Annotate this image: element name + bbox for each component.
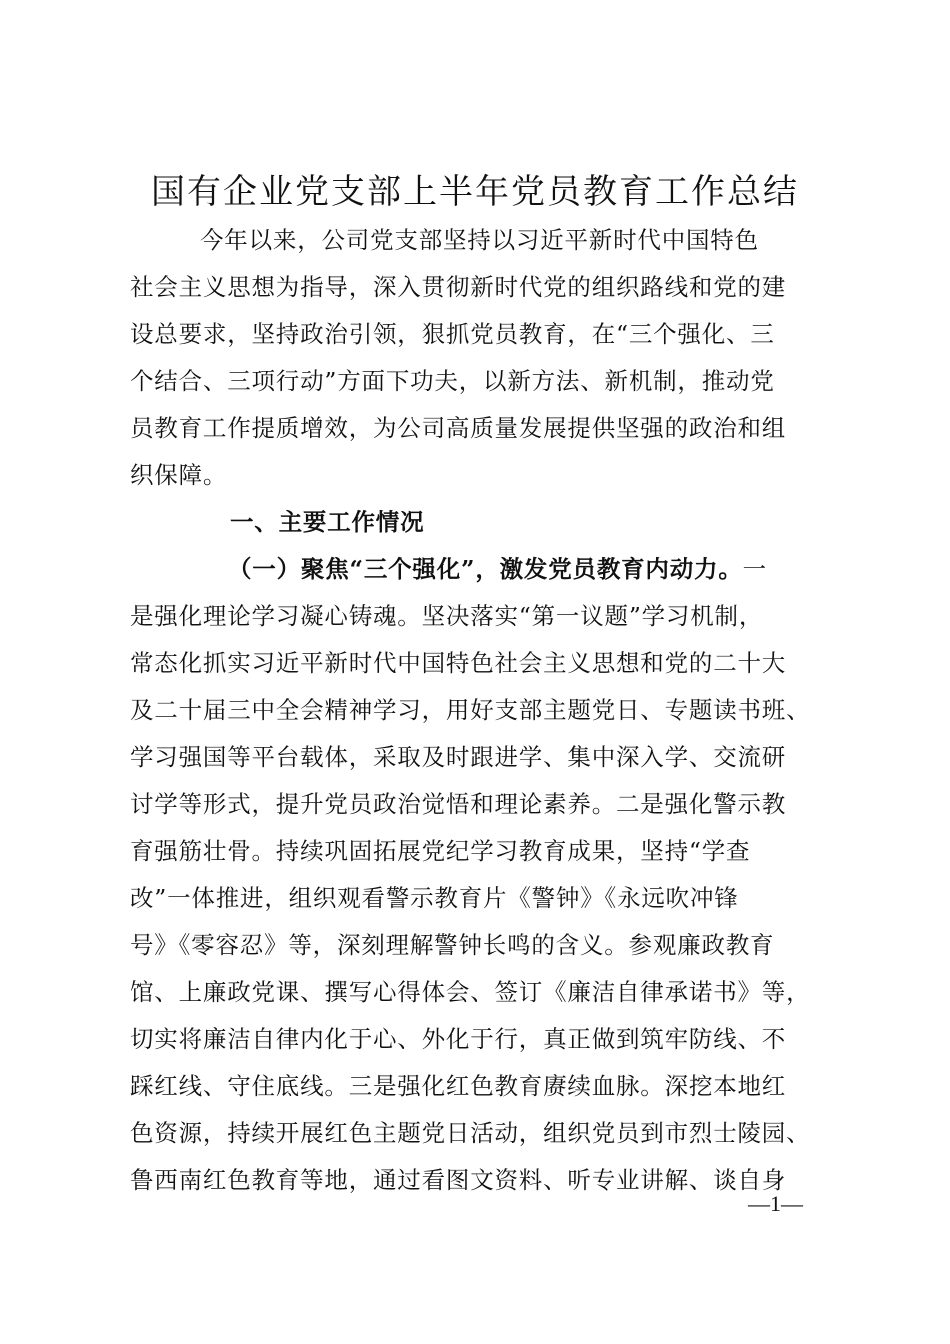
section-heading: 一、主要工作情况 (230, 508, 425, 536)
body-line: 育强筋壮骨。持续巩固拓展党纪学习教育成果，坚持“学查 (130, 837, 751, 865)
document-title: 国有企业党支部上半年党员教育工作总结 (151, 172, 799, 212)
intro-line: 员教育工作提质增效，为公司高质量发展提供坚强的政治和组 (130, 414, 787, 442)
subsection-title: （一）聚焦“三个强化”，激发党员教育内动力。 (228, 555, 743, 583)
body-line: 是强化理论学习凝心铸魂。坚决落实“第一议题”学习机制， (130, 602, 764, 630)
subsection-first-line (228, 550, 838, 588)
body-line: 常态化抓实习近平新时代中国特色社会主义思想和党的二十大 (130, 649, 787, 677)
body-line: 踩红线、守住底线。三是强化红色教育赓续血脉。深挖本地红 (130, 1072, 787, 1100)
body-line: 改”一体推进，组织观看警示教育片《警钟》《永远吹冲锋 (130, 884, 739, 912)
body-line: 切实将廉洁自律内化于心、外化于行，真正做到筑牢防线、不 (130, 1025, 787, 1053)
intro-line: 设总要求，坚持政治引领，狠抓党员教育，在“三个强化、三 (130, 320, 775, 348)
intro-line: 社会主义思想为指导，深入贯彻新时代党的组织路线和党的建 (130, 273, 787, 301)
body-line: 讨学等形式，提升党员政治觉悟和理论素养。二是强化警示教 (130, 790, 787, 818)
intro-line: 织保障。 (130, 461, 228, 489)
intro-line: 今年以来，公司党支部坚持以习近平新时代中国特色 (200, 226, 759, 254)
body-line: 色资源，持续开展红色主题党日活动，组织党员到市烈士陵园、 (130, 1119, 811, 1147)
body-line: 号》《零容忍》等，深刻理解警钟长鸣的含义。参观廉政教育 (130, 931, 775, 959)
intro-line: 个结合、三项行动”方面下功夫，以新方法、新机制，推动党 (130, 367, 775, 395)
subsection-text: 一 (742, 555, 767, 583)
page-number: —1— (748, 1191, 803, 1216)
body-line: 及二十届三中全会精神学习，用好支部主题党日、专题读书班、 (130, 696, 811, 724)
body-line: 鲁西南红色教育等地，通过看图文资料、听专业讲解、谈自身 (130, 1166, 787, 1194)
body-line: 学习强国等平台载体，采取及时跟进学、集中深入学、交流研 (130, 743, 787, 771)
body-line: 馆、上廉政党课、撰写心得体会、签订《廉洁自律承诺书》等， (130, 978, 811, 1006)
